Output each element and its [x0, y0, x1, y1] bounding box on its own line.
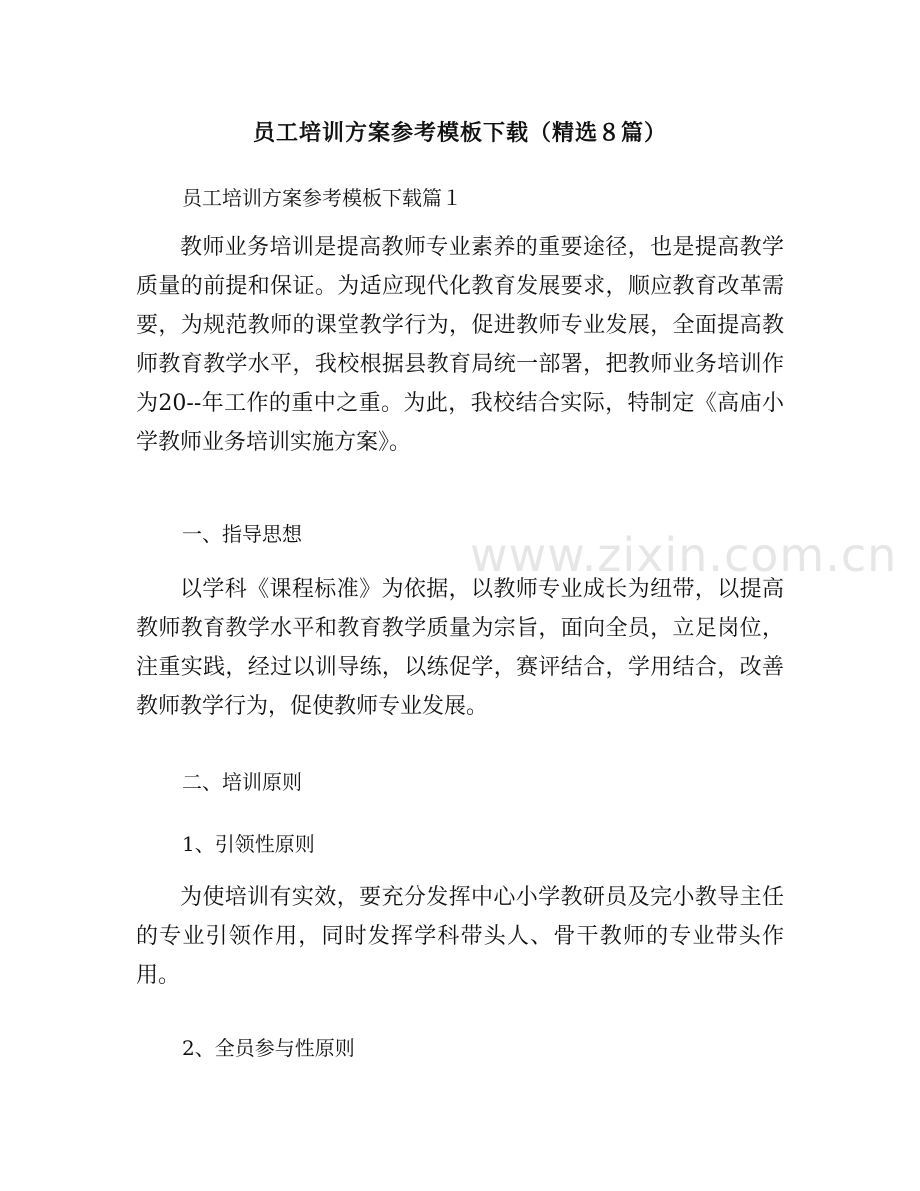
item2-heading: 2、全员参与性原则 — [182, 1036, 355, 1060]
item1-heading: 1、引领性原则 — [182, 832, 315, 856]
section1-paragraph: 以学科《课程标准》为依据，以教师专业成长为纽带，以提高教师教育教学水平和教育教学质量为宗旨，面向全员，立足岗位，注重实践，经过以训导练，以练促学，赛评结合，学用结合，改善教师教学行为，促使教师专业发展。 — [136, 577, 784, 719]
section2-heading: 二、培训原则 — [182, 770, 302, 794]
watermark: www.zixin.com.cn — [470, 528, 898, 582]
document-subtitle: 员工培训方案参考模板下载篇１ — [182, 186, 462, 210]
intro-paragraph: 教师业务培训是提高教师专业素养的重要途径，也是提高教学质量的前提和保证。为适应现代化教育发展要求，顺应教育改革需要，为规范教师的课堂教学行为，促进教师专业发展，全面提高教师教育教学水平，我校根据县教育局统一部署，把教师业务培训作为20--年工作的重中之重。为此，我校结合实际，特制定《高庙小学教师业务培训实施方案》。 — [136, 235, 784, 455]
section1-heading: 一、指导思想 — [182, 522, 302, 546]
item1-paragraph: 为使培训有实效，要充分发挥中心小学教研员及完小教导主任的专业引领作用，同时发挥学科带头人、骨干教师的专业带头作用。 — [136, 885, 784, 988]
document-title: 员工培训方案参考模板下载（精选８篇） — [252, 121, 667, 146]
